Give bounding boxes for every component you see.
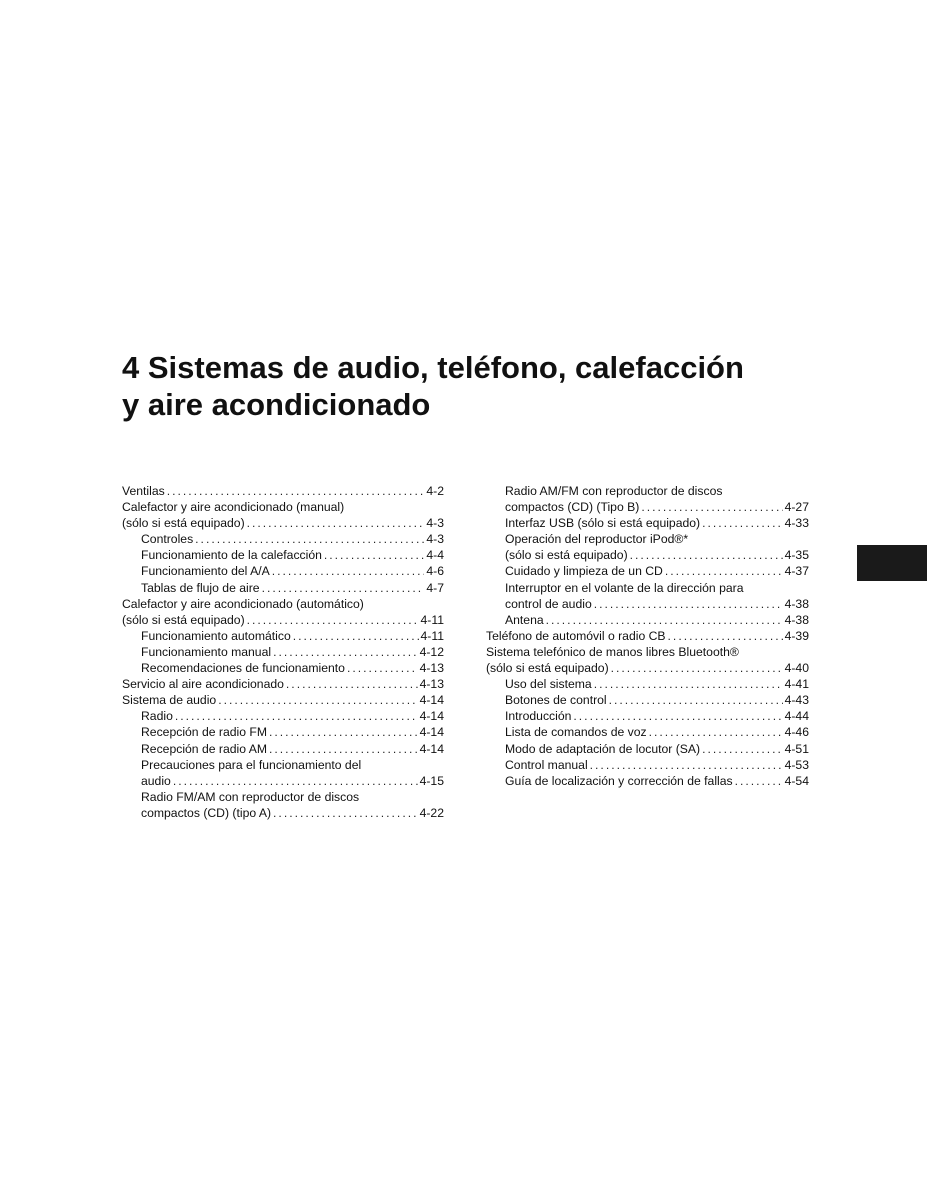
toc-leader-dots: [630, 547, 783, 563]
toc-leader-dots: [665, 563, 783, 579]
toc-entry[interactable]: [122, 531, 444, 547]
toc-entry-text: Calefactor y aire acondicionado (automático): [122, 596, 364, 611]
toc-entry-text: Modo de adaptación de locutor (SA): [505, 741, 701, 756]
toc-entry-text: Lista de comandos de voz: [505, 725, 647, 740]
toc-entry[interactable]: [486, 741, 809, 757]
toc-entry-text: audio: [141, 773, 171, 788]
toc-entry-page: 4-37: [784, 564, 809, 579]
toc-leader-dots: [590, 757, 783, 773]
toc-entry-text: Calefactor y aire acondicionado (manual): [122, 500, 345, 515]
toc-entry-text: Interruptor en el volante de la dirección para: [505, 580, 744, 595]
toc-entry-text: Interfaz USB (sólo si está equipado): [505, 516, 701, 531]
toc-entry[interactable]: [122, 660, 444, 676]
toc-leader-dots: [273, 644, 418, 660]
toc-entry-page: 4-4: [426, 548, 444, 563]
toc-leader-dots: [641, 499, 782, 515]
toc-entry-page: 4-11: [420, 612, 444, 627]
toc-entry[interactable]: [486, 708, 809, 724]
toc-entry[interactable]: [486, 531, 809, 547]
toc-entry-page: 4-11: [420, 628, 444, 643]
toc-entry-page: 4-39: [784, 628, 809, 643]
chapter-title-line-1: 4 Sistemas de audio, teléfono, calefacción: [122, 350, 744, 385]
toc-entry-text: Funcionamiento manual: [141, 644, 272, 659]
toc-entry-page: 4-3: [426, 516, 444, 531]
toc-leader-dots: [273, 805, 418, 821]
toc-entry[interactable]: [122, 805, 444, 821]
toc-entry-text: control de audio: [505, 596, 592, 611]
toc-entry-page: 4-38: [784, 596, 809, 611]
toc-entry-page: 4-2: [426, 484, 444, 498]
toc-entry[interactable]: [486, 499, 809, 515]
toc-entry-page: 4-14: [419, 693, 444, 708]
toc-leader-dots: [594, 596, 783, 612]
toc-entry-text: Ventilas: [122, 484, 165, 498]
toc-leader-dots: [668, 628, 783, 644]
toc-entry-text: Botones de control: [505, 693, 607, 708]
toc-entry[interactable]: [122, 580, 444, 596]
toc-entry[interactable]: [122, 612, 444, 628]
toc-entry[interactable]: [486, 563, 809, 579]
toc-entry-text: Introducción: [505, 709, 572, 724]
toc-leader-dots: [573, 708, 782, 724]
toc-entry-text: Funcionamiento de la calefacción: [141, 548, 322, 563]
toc-entry-page: 4-14: [419, 725, 444, 740]
toc-entry[interactable]: [122, 563, 444, 579]
toc-entry-text: Radio AM/FM con reproductor de discos: [505, 484, 723, 498]
toc-leader-dots: [175, 708, 418, 724]
toc-entry[interactable]: [486, 547, 809, 563]
toc-entry[interactable]: [122, 515, 444, 531]
toc-entry[interactable]: [122, 757, 444, 773]
toc-leader-dots: [347, 660, 418, 676]
toc-entry-page: 4-35: [784, 548, 809, 563]
toc-entry-text: Guía de localización y corrección de fallas: [505, 773, 733, 788]
toc-left-column: [122, 483, 444, 821]
toc-entry[interactable]: [122, 547, 444, 563]
toc-entry-page: 4-27: [784, 500, 809, 515]
toc-entry-page: 4-41: [784, 677, 809, 692]
toc-entry[interactable]: [122, 724, 444, 740]
toc-entry[interactable]: [486, 612, 809, 628]
toc-entry-text: Controles: [141, 532, 194, 547]
toc-entry[interactable]: [486, 676, 809, 692]
toc-leader-dots: [293, 628, 419, 644]
toc-leader-dots: [247, 515, 425, 531]
toc-leader-dots: [649, 724, 783, 740]
toc-entry-page: 4-46: [784, 725, 809, 740]
toc-entry[interactable]: [486, 692, 809, 708]
chapter-title-line-2: y aire acondicionado: [122, 387, 431, 422]
toc-entry-page: 4-14: [419, 741, 444, 756]
toc-entry[interactable]: [486, 757, 809, 773]
toc-leader-dots: [272, 563, 425, 579]
toc-entry[interactable]: [486, 628, 809, 644]
toc-entry-text: Antena: [505, 612, 544, 627]
toc-leader-dots: [167, 483, 425, 499]
toc-leader-dots: [195, 531, 424, 547]
toc-leader-dots: [247, 612, 419, 628]
toc-leader-dots: [546, 612, 783, 628]
toc-entry-page: 4-22: [419, 805, 444, 820]
toc-entry-text: (sólo si está equipado): [122, 516, 245, 531]
toc-leader-dots: [269, 724, 418, 740]
toc-entry-page: 4-33: [784, 516, 809, 531]
toc-entry[interactable]: [486, 515, 809, 531]
toc-entry-text: Radio: [141, 709, 173, 724]
toc-leader-dots: [262, 580, 425, 596]
toc-entry-text: Servicio al aire acondicionado: [122, 677, 284, 692]
toc-leader-dots: [609, 692, 783, 708]
toc-entry-page: 4-13: [419, 677, 444, 692]
toc-entry-text: Sistema telefónico de manos libres Bluetooth®: [486, 644, 739, 659]
chapter-tab-marker: [857, 545, 927, 581]
toc-entry[interactable]: [122, 741, 444, 757]
toc-leader-dots: [286, 676, 418, 692]
toc-entry-page: 4-44: [784, 709, 809, 724]
toc-entry[interactable]: [486, 773, 809, 789]
toc-entry-text: Funcionamiento automático: [141, 628, 291, 643]
toc-entry[interactable]: [486, 483, 809, 499]
toc-entry-text: Recepción de radio AM: [141, 741, 268, 756]
toc-entry[interactable]: [122, 789, 444, 805]
toc-right-column: [486, 483, 809, 789]
toc-entry-page: 4-6: [426, 564, 444, 579]
toc-entry[interactable]: [122, 644, 444, 660]
toc-entry-text: Operación del reproductor iPod®*: [505, 532, 689, 547]
toc-entry[interactable]: [122, 708, 444, 724]
toc-entry-page: 4-38: [784, 612, 809, 627]
toc-leader-dots: [611, 660, 783, 676]
toc-entry-text: Uso del sistema: [505, 677, 592, 692]
toc-entry[interactable]: [486, 724, 809, 740]
toc-entry-page: 4-14: [419, 709, 444, 724]
toc-leader-dots: [735, 773, 783, 789]
toc-entry-text: Radio FM/AM con reproductor de discos: [141, 789, 360, 804]
toc-entry-page: 4-7: [426, 580, 444, 595]
toc-entry[interactable]: [122, 483, 444, 499]
toc-leader-dots: [702, 741, 782, 757]
toc-entry[interactable]: [122, 596, 444, 612]
chapter-title: [122, 349, 842, 423]
toc-entry-text: compactos (CD) (tipo A): [141, 805, 272, 820]
toc-entry-page: 4-15: [419, 773, 444, 788]
toc-entry-page: 4-13: [419, 661, 444, 676]
toc-entry-text: (sólo si está equipado): [122, 612, 245, 627]
toc-entry-page: 4-3: [426, 532, 444, 547]
toc-entry-page: 4-54: [784, 773, 809, 788]
toc-leader-dots: [594, 676, 783, 692]
toc-entry-text: (sólo si está equipado): [486, 661, 609, 676]
toc-entry-text: Sistema de audio: [122, 693, 217, 708]
toc-entry-page: 4-51: [784, 741, 809, 756]
toc-entry[interactable]: [122, 499, 444, 515]
toc-entry-text: Control manual: [505, 757, 588, 772]
toc-entry-text: compactos (CD) (Tipo B): [505, 500, 640, 515]
toc-leader-dots: [324, 547, 424, 563]
toc-entry-page: 4-12: [419, 644, 444, 659]
toc-entry[interactable]: [486, 580, 809, 596]
toc-entry-text: Recomendaciones de funcionamiento: [141, 661, 345, 676]
toc-leader-dots: [269, 741, 418, 757]
toc-entry-page: 4-43: [784, 693, 809, 708]
toc-leader-dots: [173, 773, 418, 789]
toc-entry[interactable]: [122, 692, 444, 708]
toc-entry-text: Teléfono de automóvil o radio CB: [486, 628, 666, 643]
toc-entry-page: 4-53: [784, 757, 809, 772]
toc-entry[interactable]: [122, 773, 444, 789]
toc-leader-dots: [702, 515, 782, 531]
toc-entry-text: (sólo si está equipado): [505, 548, 628, 563]
toc-entry[interactable]: [486, 596, 809, 612]
toc-entry-page: 4-40: [784, 661, 809, 676]
toc-entry[interactable]: [122, 628, 444, 644]
toc-entry[interactable]: [486, 660, 809, 676]
toc-entry-text: Precauciones para el funcionamiento del: [141, 757, 362, 772]
toc-leader-dots: [218, 692, 417, 708]
toc-entry[interactable]: [122, 676, 444, 692]
toc-entry[interactable]: [486, 644, 809, 660]
toc-entry-text: Recepción de radio FM: [141, 725, 267, 740]
toc-entry-text: Cuidado y limpieza de un CD: [505, 564, 663, 579]
toc-entry-text: Funcionamiento del A/A: [141, 564, 270, 579]
toc-entry-text: Tablas de flujo de aire: [141, 580, 260, 595]
